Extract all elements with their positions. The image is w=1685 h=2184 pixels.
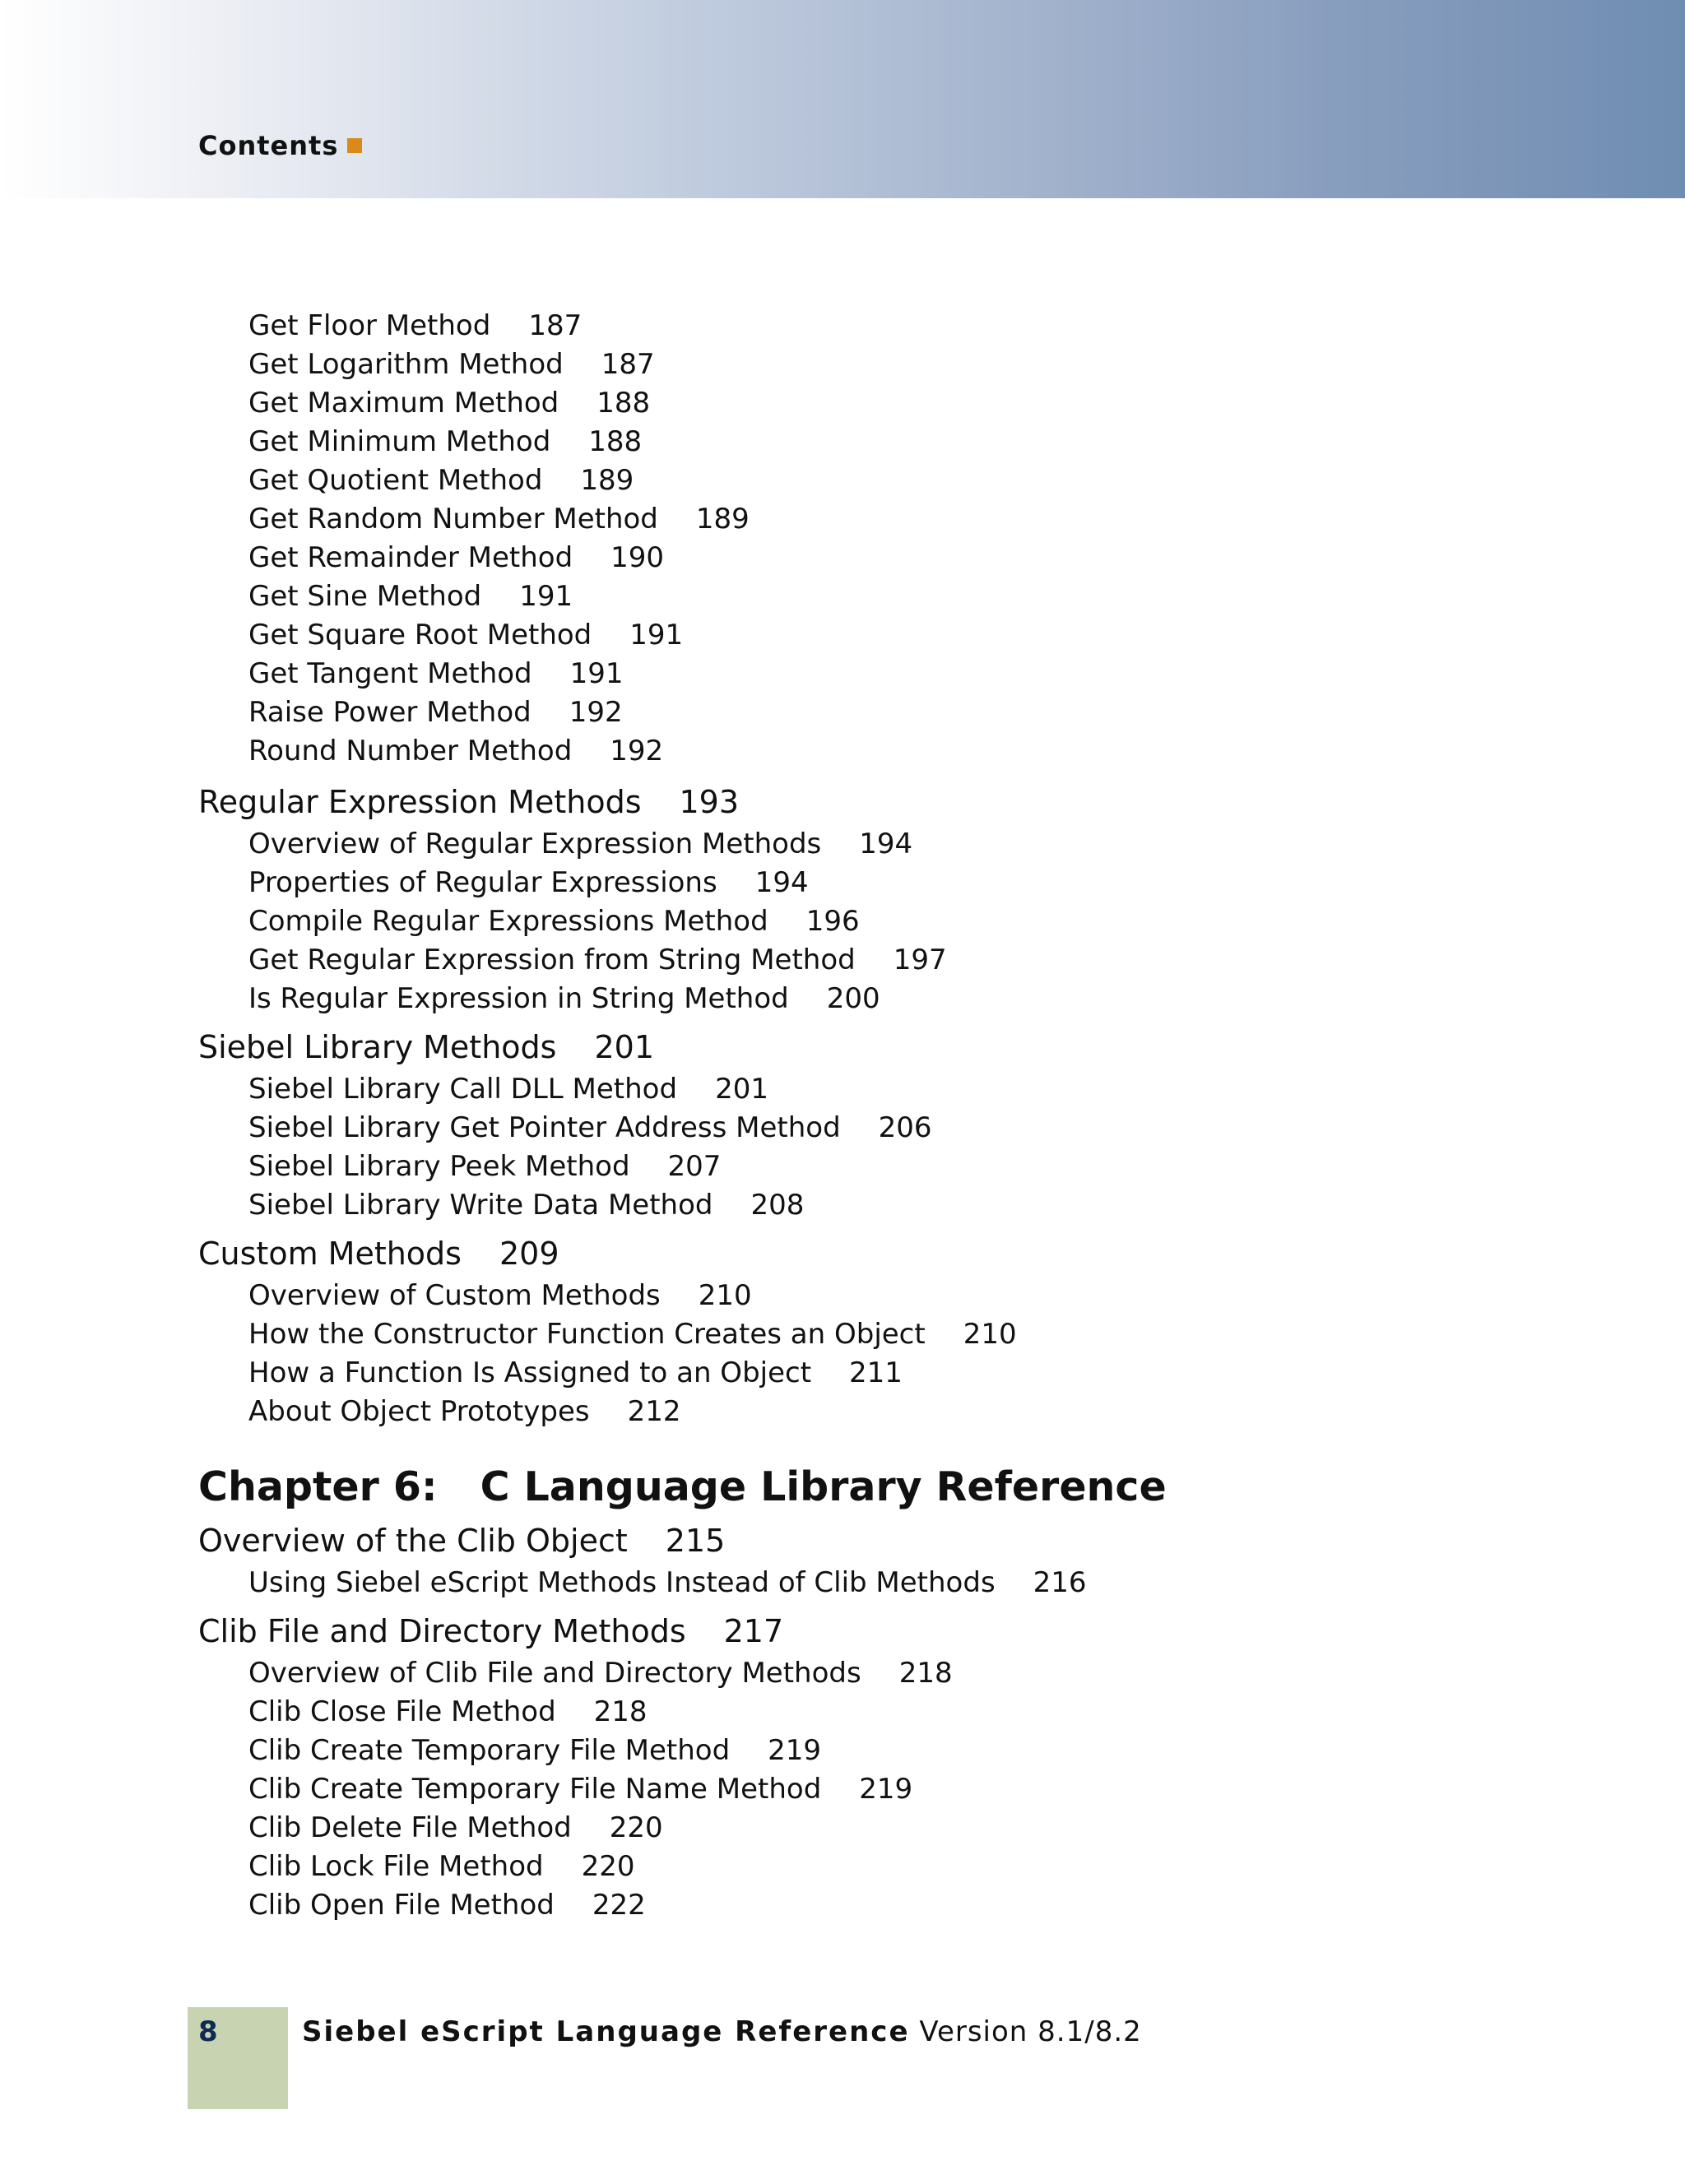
toc-entry[interactable] bbox=[248, 348, 655, 381]
toc-entry-title: How a Function Is Assigned to an Object bbox=[248, 1356, 812, 1389]
toc-entry-title: Siebel Library Peek Method bbox=[248, 1150, 630, 1183]
header-square-marker bbox=[347, 138, 362, 153]
toc-entry[interactable] bbox=[248, 1356, 903, 1389]
toc-entry-title: About Object Prototypes bbox=[248, 1395, 590, 1428]
toc-entry-title: Is Regular Expression in String Method bbox=[248, 982, 789, 1015]
toc-entry-page: 218 bbox=[593, 1695, 648, 1728]
toc-entry-title: Get Random Number Method bbox=[248, 503, 658, 536]
toc-entry-page: 191 bbox=[569, 657, 624, 690]
toc-entry-title: Get Maximum Method bbox=[248, 387, 559, 420]
toc-entry[interactable] bbox=[248, 944, 947, 976]
toc-entry-title: How the Constructor Function Creates an Object bbox=[248, 1318, 926, 1351]
toc-section-page: 209 bbox=[499, 1236, 559, 1272]
toc-entry[interactable] bbox=[248, 619, 683, 651]
chapter-label: Chapter 6: bbox=[198, 1463, 438, 1510]
toc-entry-page: 208 bbox=[750, 1189, 805, 1222]
toc-entry-title: Get Minimum Method bbox=[248, 425, 551, 458]
toc-entry[interactable] bbox=[248, 387, 650, 420]
toc-section-page: 193 bbox=[679, 784, 740, 820]
toc-entry-page: 197 bbox=[893, 944, 947, 976]
toc-entry[interactable] bbox=[248, 1111, 932, 1144]
toc-entry[interactable] bbox=[248, 503, 750, 536]
toc-section[interactable] bbox=[198, 1236, 559, 1272]
toc-entry[interactable] bbox=[248, 828, 912, 860]
toc-entry-title: Overview of Regular Expression Methods bbox=[248, 828, 822, 860]
toc-entry-title: Clib Create Temporary File Method bbox=[248, 1734, 731, 1767]
toc-entry-title: Overview of Clib File and Directory Methods bbox=[248, 1657, 861, 1690]
toc-entry-title: Siebel Library Call DLL Method bbox=[248, 1073, 678, 1106]
toc-entry[interactable] bbox=[248, 309, 582, 342]
toc-entry[interactable] bbox=[248, 425, 642, 458]
toc-entry[interactable] bbox=[248, 1850, 634, 1883]
toc-entry-title: Get Square Root Method bbox=[248, 619, 592, 651]
toc-entry-page: 216 bbox=[1033, 1566, 1087, 1599]
toc-entry-title: Compile Regular Expressions Method bbox=[248, 905, 768, 938]
toc-entry-page: 191 bbox=[629, 619, 684, 651]
toc-entry-title: Round Number Method bbox=[248, 735, 573, 767]
toc-section-title: Custom Methods bbox=[198, 1236, 462, 1272]
toc-entry-title: Get Remainder Method bbox=[248, 541, 573, 574]
toc-entry-page: 191 bbox=[519, 580, 573, 613]
toc-entry[interactable] bbox=[248, 1811, 663, 1844]
toc-entry[interactable] bbox=[248, 1150, 721, 1183]
toc-entry-title: Properties of Regular Expressions bbox=[248, 866, 717, 899]
toc-entry-title: Raise Power Method bbox=[248, 696, 531, 729]
toc-section-page: 215 bbox=[665, 1523, 726, 1559]
toc-entry-page: 219 bbox=[768, 1734, 822, 1767]
footer-book-title: Siebel eScript Language Reference bbox=[302, 2015, 910, 2048]
toc-entry[interactable] bbox=[248, 1318, 1017, 1351]
footer-version: Version 8.1/8.2 bbox=[919, 2015, 1142, 2048]
toc-section[interactable] bbox=[198, 784, 739, 820]
toc-entry-page: 200 bbox=[826, 982, 880, 1015]
toc-entry[interactable] bbox=[248, 1395, 681, 1428]
toc-entry[interactable] bbox=[248, 1889, 646, 1922]
toc-entry[interactable] bbox=[248, 580, 573, 613]
toc-entry-page: 192 bbox=[569, 696, 623, 729]
toc-entry[interactable] bbox=[248, 1773, 912, 1806]
toc-entry-page: 222 bbox=[592, 1889, 646, 1922]
toc-entry[interactable] bbox=[248, 541, 664, 574]
toc-entry-page: 194 bbox=[754, 866, 809, 899]
toc-entry[interactable] bbox=[248, 696, 623, 729]
toc-entry[interactable] bbox=[248, 1657, 953, 1690]
toc-section-page: 201 bbox=[594, 1029, 654, 1065]
chapter-heading[interactable] bbox=[198, 1463, 1167, 1510]
toc-section-title: Overview of the Clib Object bbox=[198, 1523, 628, 1559]
toc-entry-page: 187 bbox=[528, 309, 583, 342]
toc-entry-page: 220 bbox=[609, 1811, 663, 1844]
toc-entry-page: 211 bbox=[849, 1356, 903, 1389]
toc-entry-title: Using Siebel eScript Methods Instead of Clib Methods bbox=[248, 1566, 996, 1599]
toc-entry-page: 210 bbox=[963, 1318, 1017, 1351]
toc-entry-title: Get Sine Method bbox=[248, 580, 482, 613]
toc-entry-page: 207 bbox=[667, 1150, 722, 1183]
toc-entry-page: 190 bbox=[610, 541, 665, 574]
toc-entry-title: Get Regular Expression from String Method bbox=[248, 944, 856, 976]
toc-entry-title: Overview of Custom Methods bbox=[248, 1279, 661, 1312]
toc-entry-page: 218 bbox=[898, 1657, 953, 1690]
toc-entry-title: Clib Delete File Method bbox=[248, 1811, 572, 1844]
toc-entry-page: 189 bbox=[580, 464, 634, 497]
toc-entry-page: 188 bbox=[596, 387, 651, 420]
toc-entry[interactable] bbox=[248, 1279, 752, 1312]
toc-section-title: Clib File and Directory Methods bbox=[198, 1613, 686, 1649]
toc-section-page: 217 bbox=[723, 1613, 784, 1649]
toc-entry[interactable] bbox=[248, 866, 809, 899]
toc-entry-title: Clib Create Temporary File Name Method bbox=[248, 1773, 822, 1806]
toc-entry[interactable] bbox=[248, 735, 663, 767]
footer-page-number: 8 bbox=[198, 2015, 218, 2048]
toc-entry[interactable] bbox=[248, 657, 624, 690]
toc-entry[interactable] bbox=[248, 464, 634, 497]
toc-entry-page: 196 bbox=[805, 905, 860, 938]
toc-entry[interactable] bbox=[248, 905, 860, 938]
toc-entry[interactable] bbox=[248, 1073, 768, 1106]
toc-entry-page: 194 bbox=[859, 828, 913, 860]
toc-entry[interactable] bbox=[248, 1734, 821, 1767]
toc-section-title: Regular Expression Methods bbox=[198, 784, 642, 820]
toc-entry-title: Get Logarithm Method bbox=[248, 348, 564, 381]
running-header-title: Contents bbox=[198, 130, 339, 161]
toc-entry-title: Get Tangent Method bbox=[248, 657, 532, 690]
footer-book-info bbox=[302, 2015, 1142, 2048]
toc-section[interactable] bbox=[198, 1523, 725, 1559]
toc-entry-page: 187 bbox=[601, 348, 655, 381]
toc-entry-page: 188 bbox=[588, 425, 643, 458]
toc-section[interactable] bbox=[198, 1613, 783, 1649]
toc-entry-page: 212 bbox=[627, 1395, 681, 1428]
toc-section-title: Siebel Library Methods bbox=[198, 1029, 557, 1065]
toc-entry-page: 220 bbox=[581, 1850, 635, 1883]
toc-entry-page: 201 bbox=[715, 1073, 768, 1106]
toc-entry-title: Clib Lock File Method bbox=[248, 1850, 544, 1883]
toc-section[interactable] bbox=[198, 1029, 654, 1065]
toc-entry-page: 206 bbox=[878, 1111, 932, 1144]
toc-entry[interactable] bbox=[248, 1695, 648, 1728]
toc-entry[interactable] bbox=[248, 1189, 804, 1222]
toc-entry[interactable] bbox=[248, 1566, 1087, 1599]
toc-entry-title: Siebel Library Get Pointer Address Method bbox=[248, 1111, 841, 1144]
toc-entry-title: Siebel Library Write Data Method bbox=[248, 1189, 713, 1222]
toc-entry-page: 192 bbox=[610, 735, 664, 767]
header-band bbox=[0, 0, 1685, 198]
toc-entry-title: Get Quotient Method bbox=[248, 464, 543, 497]
toc-entry-page: 219 bbox=[859, 1773, 913, 1806]
toc-entry-page: 210 bbox=[698, 1279, 752, 1312]
toc-entry-page: 189 bbox=[695, 503, 750, 536]
toc-entry-title: Clib Open File Method bbox=[248, 1889, 555, 1922]
toc-entry[interactable] bbox=[248, 982, 880, 1015]
chapter-title: C Language Library Reference bbox=[480, 1463, 1167, 1510]
toc-entry-title: Get Floor Method bbox=[248, 309, 491, 342]
toc-entry-title: Clib Close File Method bbox=[248, 1695, 556, 1728]
